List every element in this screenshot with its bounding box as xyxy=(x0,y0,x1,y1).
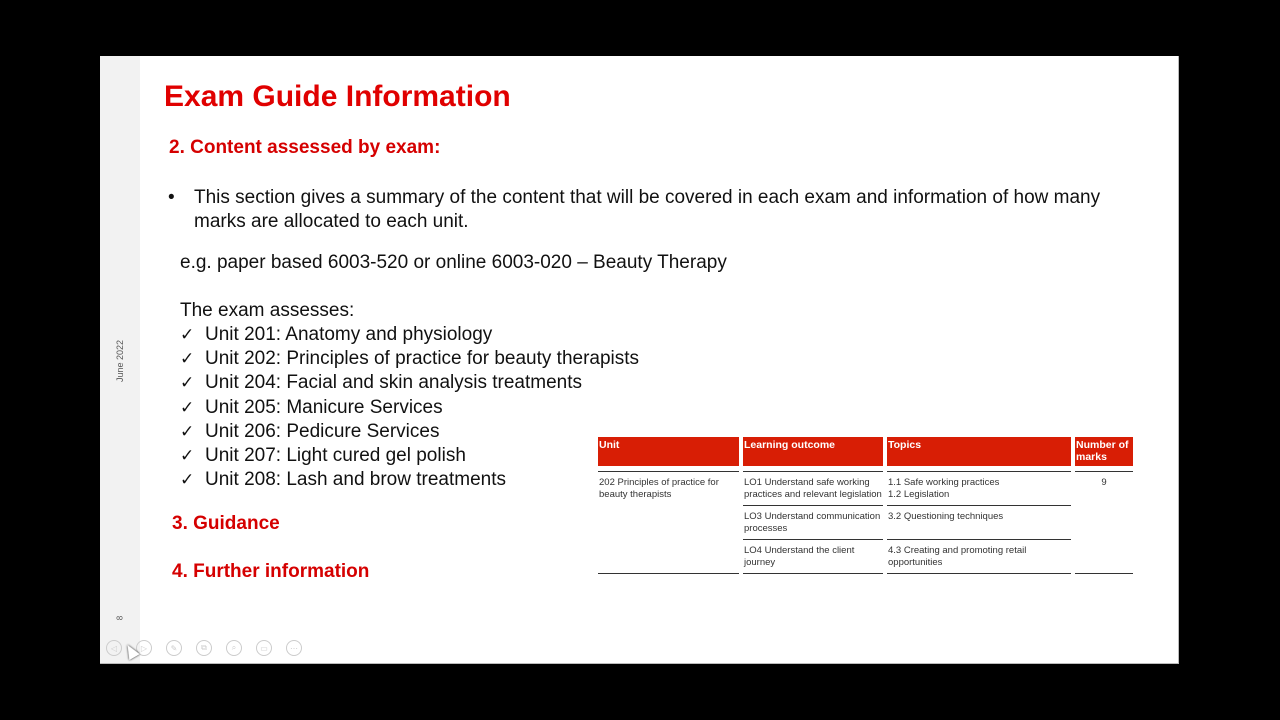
check-icon: ✓ xyxy=(180,373,195,393)
unit-item: ✓ Unit 204: Facial and skin analysis treatments xyxy=(180,371,639,395)
table-header-topics: Topics xyxy=(887,437,1071,466)
previous-slide-button[interactable]: ◁ xyxy=(106,640,122,656)
section-heading-further-info: 4. Further information xyxy=(172,561,370,582)
example-text: e.g. paper based 6003-520 or online 6003-020 – Beauty Therapy xyxy=(180,252,727,273)
unit-item: ✓ Unit 207: Light cured gel polish xyxy=(180,444,639,468)
table-header-unit: Unit xyxy=(598,437,739,466)
outcome-cell: LO4 Understand the client journey xyxy=(743,539,883,574)
check-icon: ✓ xyxy=(180,397,195,417)
presentation-slide xyxy=(100,56,1179,664)
table-row xyxy=(598,471,1133,505)
learning-outcomes-table xyxy=(594,437,1137,574)
topics-cell: 3.2 Questioning techniques xyxy=(887,505,1071,539)
topics-cell: 4.3 Creating and promoting retail opportunities xyxy=(887,539,1071,574)
section-heading-guidance: 3. Guidance xyxy=(172,513,280,534)
unit-item: ✓ Unit 201: Anatomy and physiology xyxy=(180,323,639,347)
outcome-cell: LO3 Understand communication processes xyxy=(743,505,883,539)
slide-title: Exam Guide Information xyxy=(164,80,511,113)
unit-item: ✓ Unit 205: Manicure Services xyxy=(180,396,639,420)
next-slide-button[interactable]: ▷ xyxy=(136,640,152,656)
check-icon: ✓ xyxy=(180,470,195,490)
check-icon: ✓ xyxy=(180,421,195,441)
unit-cell: 202 Principles of practice for beauty therapists xyxy=(598,471,739,574)
marks-cell: 9 xyxy=(1075,471,1133,574)
unit-item: ✓ Unit 202: Principles of practice for beauty therapists xyxy=(180,347,639,371)
check-icon: ✓ xyxy=(180,446,195,466)
summary-text: This section gives a summary of the content that will be covered in each exam and information of how many marks are allocated to each unit. xyxy=(194,187,1101,232)
unit-list xyxy=(180,323,639,492)
outcome-cell: LO1 Understand safe working practices and relevant legislation xyxy=(743,471,883,505)
check-icon: ✓ xyxy=(180,325,195,344)
unit-item: ✓ Unit 206: Pedicure Services xyxy=(180,420,639,444)
pen-tool-button[interactable]: ✎ xyxy=(166,640,182,656)
table-header-outcome: Learning outcome xyxy=(743,437,883,466)
slide-date: June 2022 xyxy=(115,339,125,383)
summary-bullet xyxy=(168,186,1128,234)
assesses-label: The exam assesses: xyxy=(180,300,355,321)
slide-page-number: 8 xyxy=(115,615,125,621)
subtitles-button[interactable]: ▭ xyxy=(256,640,272,656)
table-header-marks: Number of marks xyxy=(1075,437,1133,466)
bullet-icon: • xyxy=(168,187,175,208)
see-all-slides-button[interactable]: ⧉ xyxy=(196,640,212,656)
check-icon: ✓ xyxy=(180,349,195,369)
more-options-button[interactable]: ⋯ xyxy=(286,640,302,656)
section-heading-content: 2. Content assessed by exam: xyxy=(169,137,441,158)
zoom-button[interactable]: ⌕ xyxy=(226,640,242,656)
unit-item: ✓ Unit 208: Lash and brow treatments xyxy=(180,468,639,492)
topics-cell: 1.1 Safe working practices 1.2 Legislation xyxy=(887,471,1071,505)
